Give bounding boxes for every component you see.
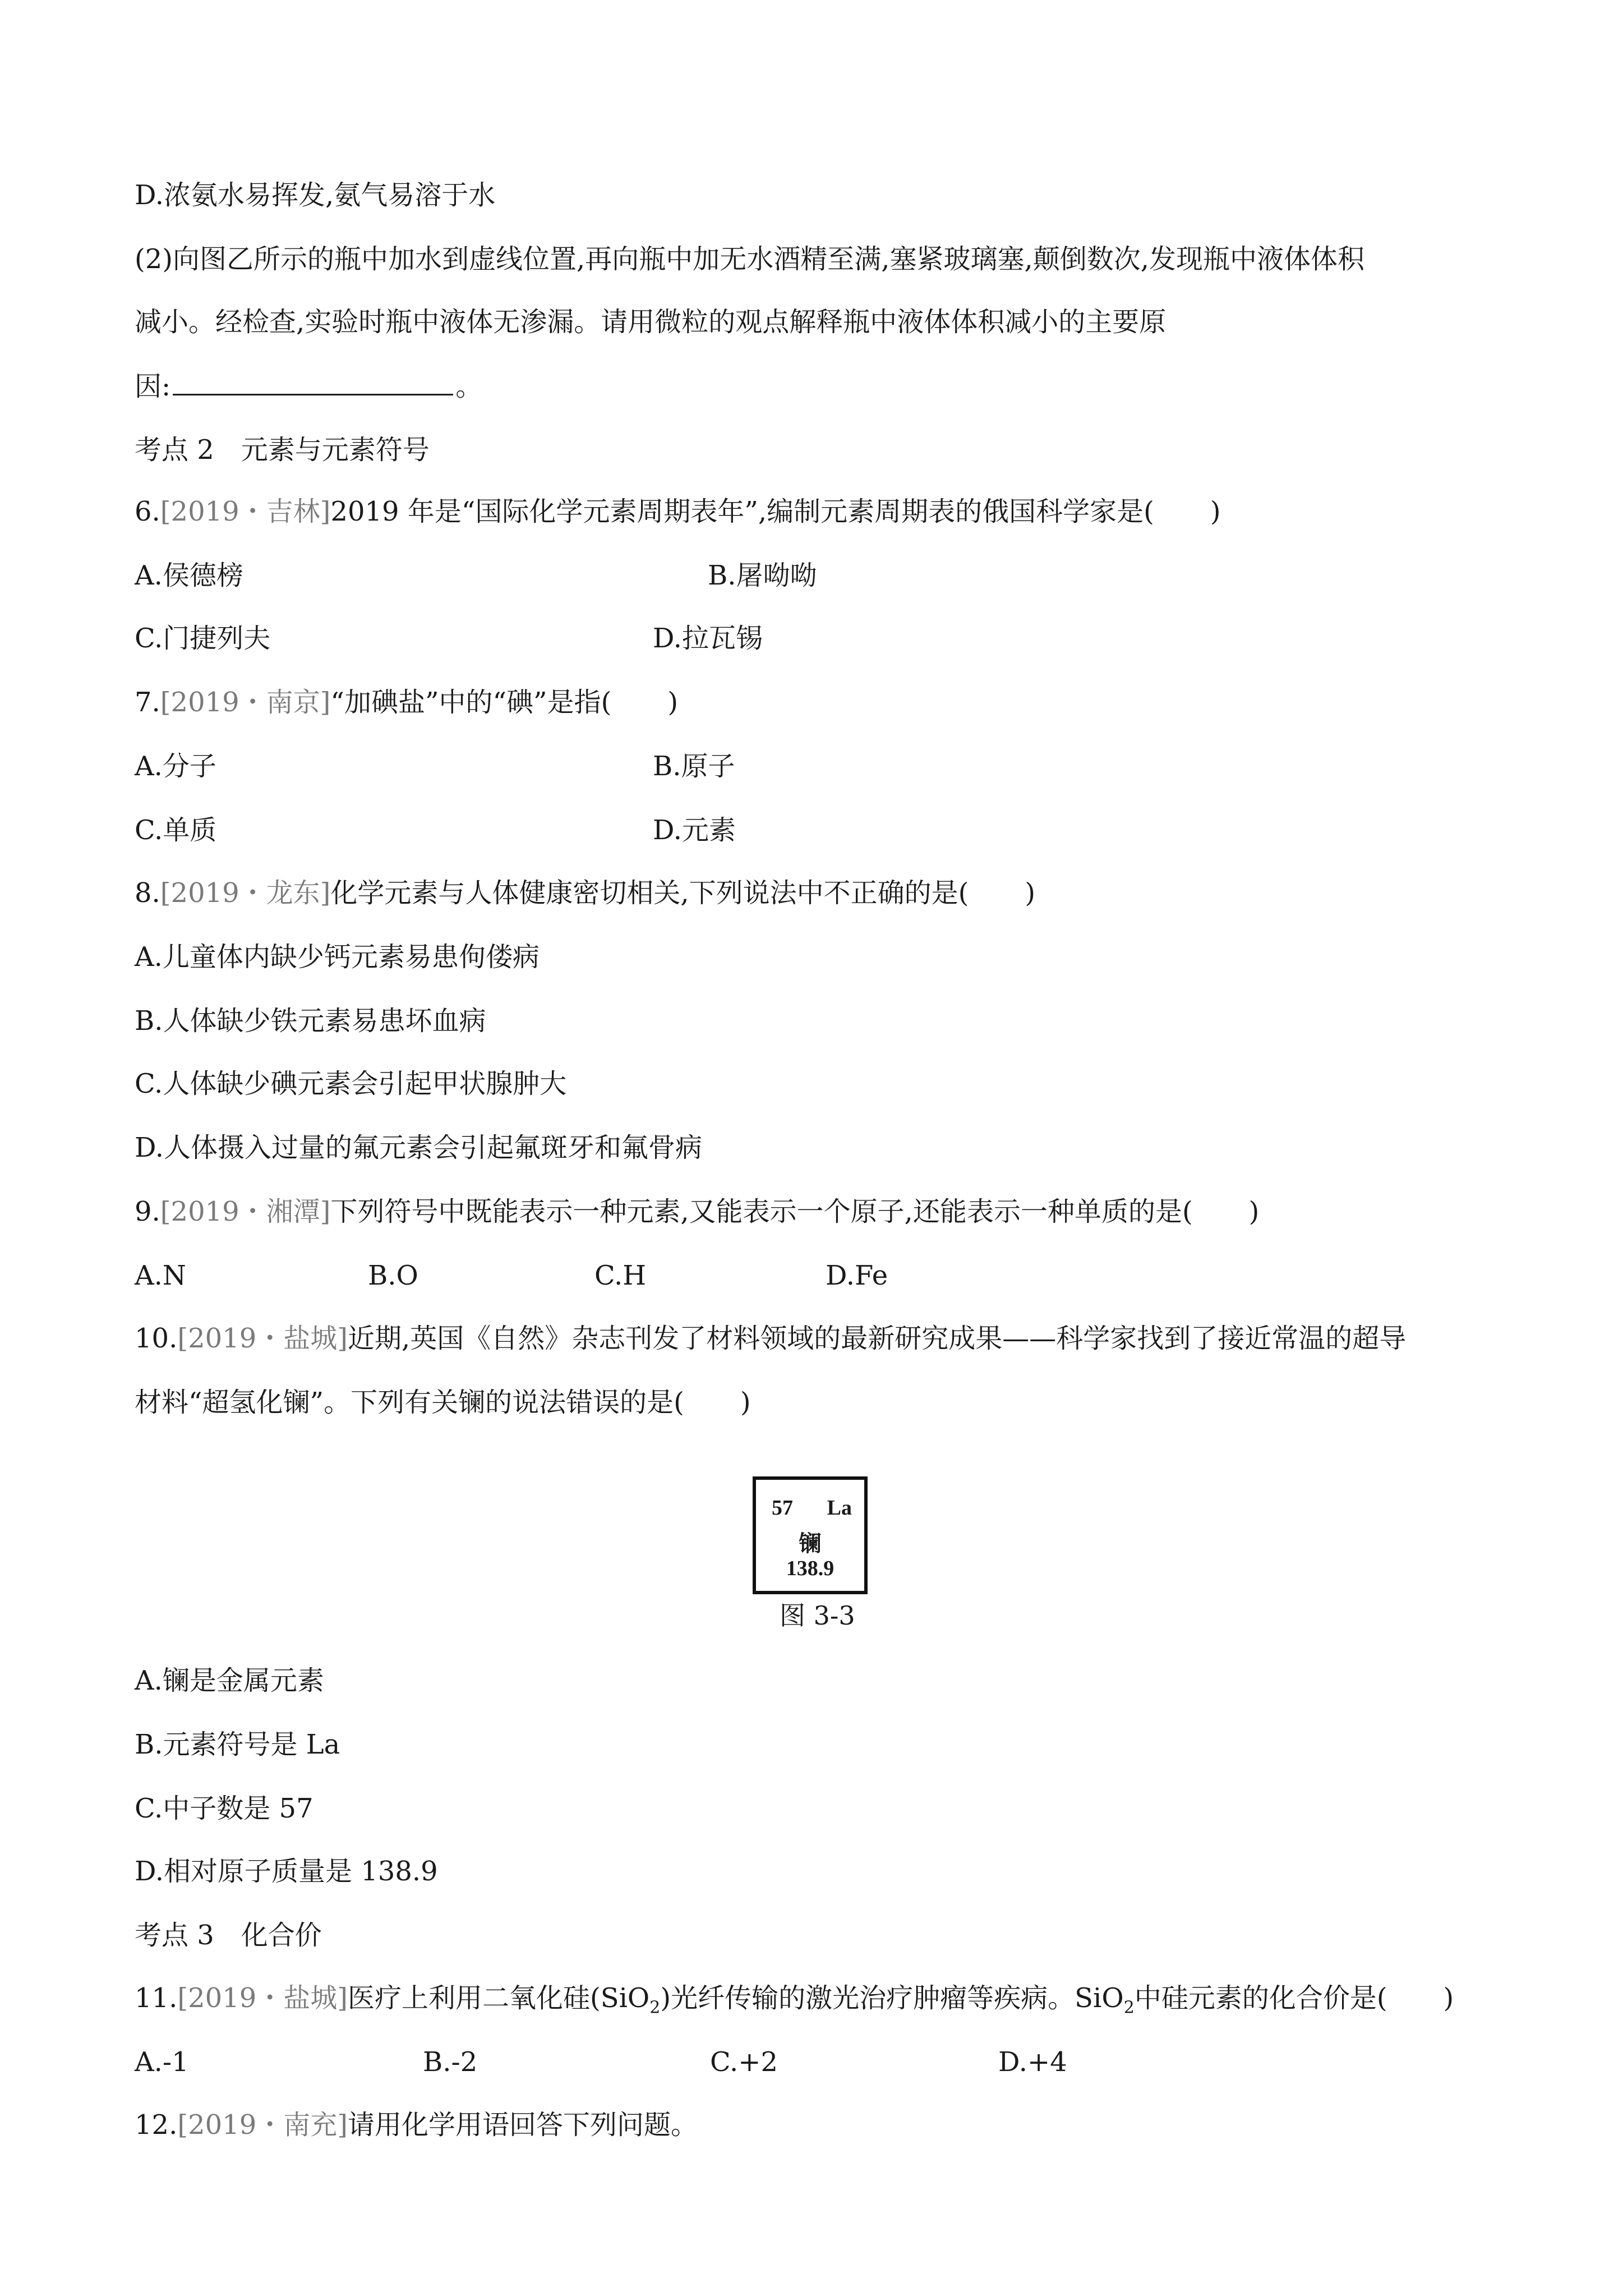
- option-b: B.原子: [653, 751, 735, 782]
- question-source: [2019・盐城]: [177, 1982, 348, 2014]
- subscript: 2: [649, 1998, 661, 2018]
- question-source: [2019・盐城]: [177, 1323, 348, 1354]
- question-text: 2019 年是“国际化学元素周期表年”,编制元素周期表的俄国科学家是(: [330, 496, 1154, 527]
- option-d: D.元素: [653, 815, 736, 846]
- question-source: [2019・龙东]: [160, 877, 331, 909]
- question-text: 请用化学用语回答下列问题。: [347, 2109, 698, 2141]
- question-7: 7.[2019・南京]“加碘盐”中的“碘”是指( ): [135, 687, 679, 718]
- element-card: [753, 1476, 868, 1594]
- option-a: A.侯德榜: [135, 560, 243, 591]
- question-text: [135, 368, 482, 403]
- option-d: D.相对原子质量是 138.9: [135, 1856, 438, 1887]
- question-text: 近期,英国《自然》杂志刊发了材料领域的最新研究成果——科学家找到了接近常温的超导: [347, 1323, 1407, 1354]
- question-11: 11.[2019・盐城]医疗上利用二氧化硅(SiO$_2$)光纤传输的激光治疗肿瘤等疾病。SiO$_2$中硅元素的化合价是( ): [135, 1982, 1454, 2018]
- option-c: C.单质: [135, 815, 217, 846]
- question-12: [135, 2108, 698, 2142]
- option-a: A.儿童体内缺少钙元素易患佝偻病: [135, 941, 540, 973]
- question-text: 下列符号中既能表示一种元素,又能表示一个原子,还能表示一种单质的是(: [330, 1196, 1193, 1227]
- section-heading: 考点 3 化合价: [135, 1920, 322, 1951]
- atomic-number: 57: [772, 1496, 793, 1520]
- option-c: C.+2: [710, 2046, 778, 2078]
- section-heading: 考点 2 元素与元素符号: [135, 434, 430, 466]
- subscript: 2: [1123, 1998, 1135, 2018]
- question-number: 12.: [135, 2109, 178, 2141]
- question-source: [2019・湘潭]: [160, 1196, 331, 1227]
- element-symbol: La: [827, 1496, 852, 1520]
- option-d: D.浓氨水易挥发,氨气易溶于水: [135, 180, 496, 211]
- option-b: B.屠呦呦: [708, 560, 817, 591]
- question-number: 8.: [135, 877, 160, 909]
- question-number: 11.: [135, 1982, 178, 2014]
- question-number: 10.: [135, 1323, 178, 1354]
- question-text: “加碘盐”中的“碘”是指(: [330, 687, 612, 718]
- question-text: 化学元素与人体健康密切相关,下列说法中不正确的是(: [330, 877, 969, 909]
- question-8: 8.[2019・龙东]化学元素与人体健康密切相关,下列说法中不正确的是( ): [135, 877, 1036, 909]
- question-source: [2019・南京]: [160, 687, 331, 718]
- question-number: 6.: [135, 496, 160, 527]
- option-b: B.元素符号是 La: [135, 1729, 340, 1760]
- question-6: 6.[2019・吉林]2019 年是“国际化学元素周期表年”,编制元素周期表的俄国科学家是( ): [135, 496, 1221, 527]
- question-text: (2)向图乙所示的瓶中加水到虚线位置,再向瓶中加无水酒精至满,塞紧玻璃塞,颠倒数次,发现瓶中液体体积: [135, 243, 1365, 275]
- question-9: 9.[2019・湘潭]下列符号中既能表示一种元素,又能表示一个原子,还能表示一种单质的是( ): [135, 1196, 1260, 1227]
- atomic-mass: 138.9: [786, 1557, 834, 1580]
- option-d: D.人体摄入过量的氟元素会引起氟斑牙和氟骨病: [135, 1132, 703, 1163]
- option-c: C.门捷列夫: [135, 623, 271, 654]
- option-c: C.H: [594, 1260, 647, 1291]
- option-d: D.拉瓦锡: [653, 623, 763, 654]
- question-source: [2019・南充]: [177, 2109, 348, 2141]
- answer-suffix: 。: [455, 371, 483, 402]
- option-c: C.中子数是 57: [135, 1793, 313, 1824]
- question-10: [135, 1322, 1406, 1355]
- option-a: A.分子: [135, 751, 216, 782]
- question-text: 减小。经检查,实验时瓶中液体无渗漏。请用微粒的观点解释瓶中液体体积减小的主要原: [135, 306, 1166, 338]
- question-text: 材料“超氢化镧”。下列有关镧的说法错误的是( ): [135, 1387, 751, 1418]
- question-source: [2019・吉林]: [160, 496, 331, 527]
- option-a: A.N: [135, 1260, 186, 1291]
- option-d: D.+4: [998, 2046, 1067, 2078]
- option-a: A.-1: [135, 2046, 189, 2078]
- figure-caption: 图 3-3: [780, 1600, 855, 1631]
- option-a: A.镧是金属元素: [135, 1665, 324, 1696]
- question-number: 7.: [135, 687, 160, 718]
- question-number: 9.: [135, 1196, 160, 1227]
- option-d: D.Fe: [826, 1260, 888, 1291]
- option-b: B.O: [368, 1260, 418, 1291]
- element-name: 镧: [799, 1531, 822, 1556]
- option-c: C.人体缺少碘元素会引起甲状腺肿大: [135, 1068, 567, 1099]
- option-b: B.人体缺少铁元素易患坏血病: [135, 1005, 486, 1037]
- option-b: B.-2: [423, 2046, 478, 2078]
- answer-prefix: 因:: [135, 371, 171, 402]
- answer-blank[interactable]: [173, 368, 453, 395]
